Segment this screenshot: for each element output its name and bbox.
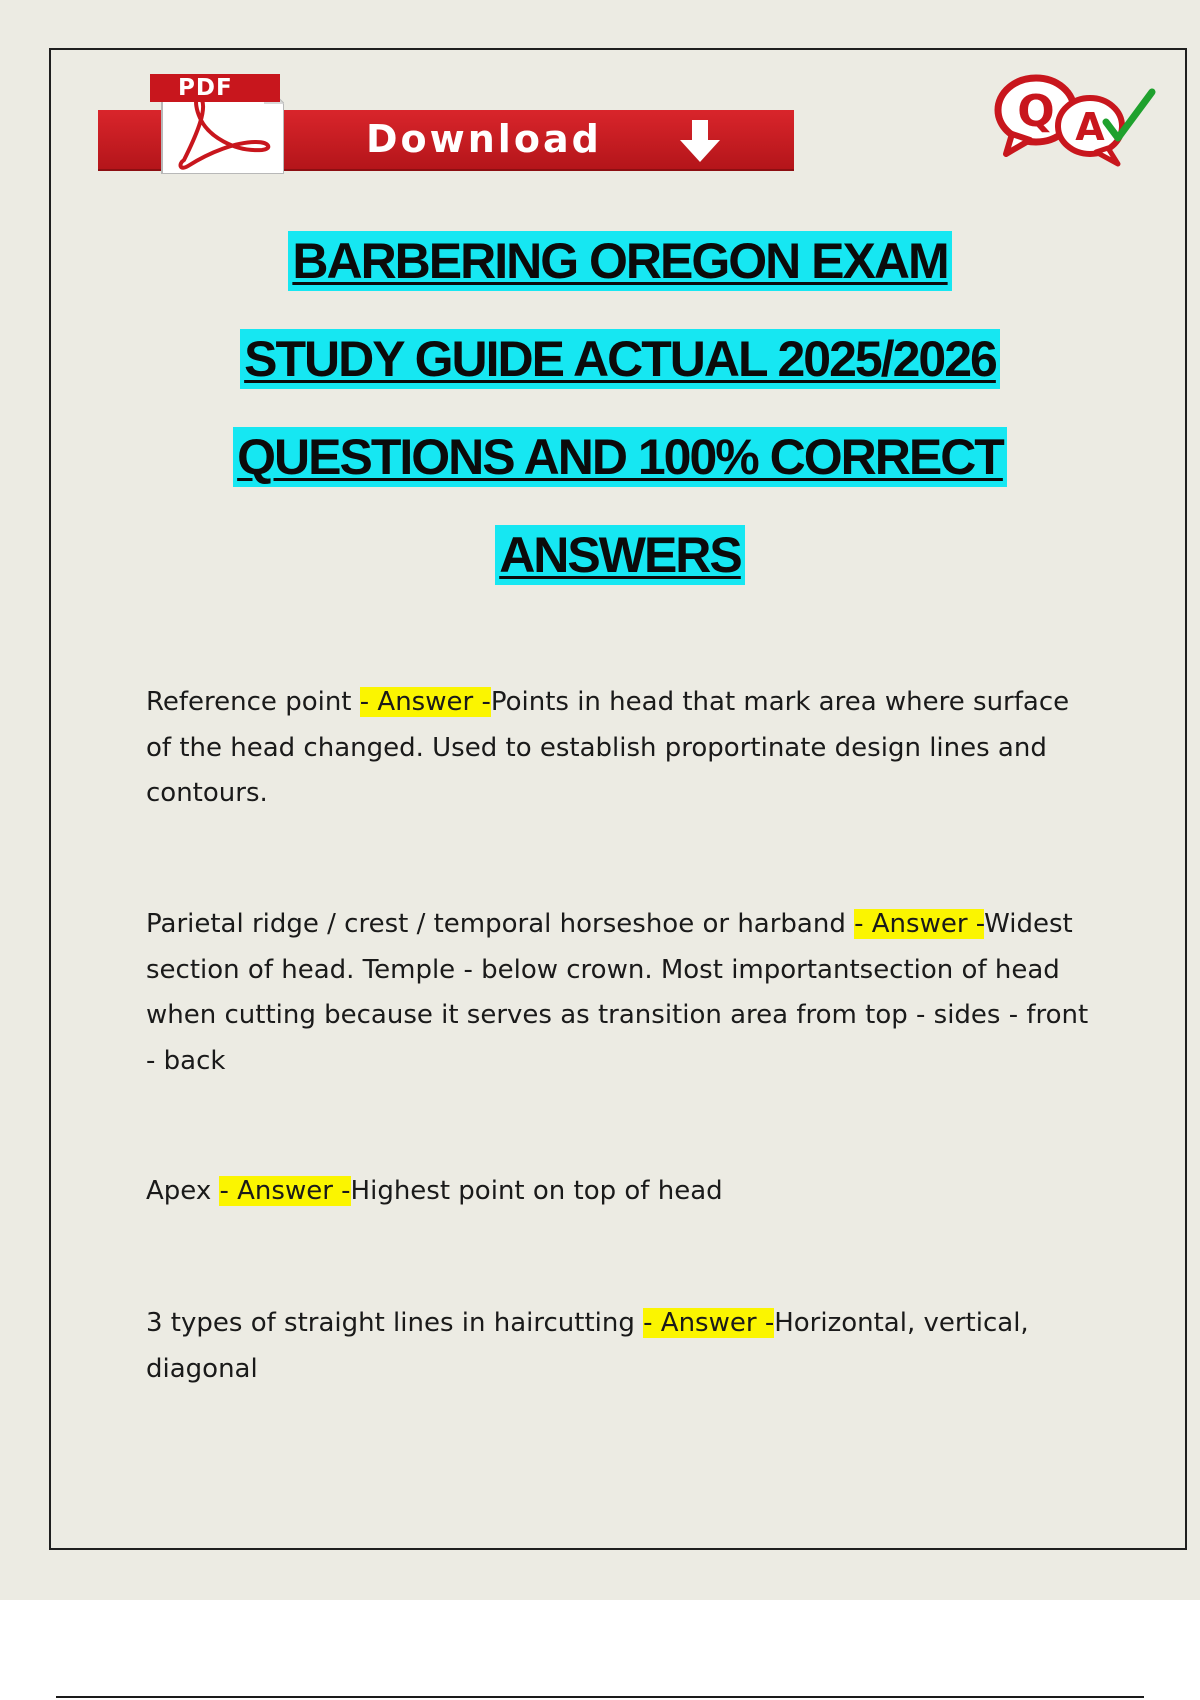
acrobat-icon	[144, 70, 284, 174]
entry-term: 3 types of straight lines in haircutting	[146, 1308, 644, 1338]
entry-answer: Widest section of head. Temple - below crown. Most importantsection of head when cutting because it serves as transition area from top - sides - front - back	[146, 909, 1089, 1076]
bottom-divider	[56, 1696, 1144, 1698]
logo-q-letter: Q	[1017, 86, 1055, 137]
document-title	[100, 212, 1140, 604]
title-line-4: ANSWERS	[495, 525, 745, 585]
title-line-2: STUDY GUIDE ACTUAL 2025/2026	[240, 329, 1000, 389]
pdf-download-banner[interactable]	[98, 70, 794, 170]
entry-answer: Horizontal, vertical, diagonal	[146, 1308, 1029, 1384]
title-line-1: BARBERING OREGON EXAM	[288, 231, 951, 291]
entry-answer: Points in head that mark area where surface of the head changed. Used to establish proportinate design lines and contours.	[146, 687, 1070, 808]
entry-term: Reference point	[146, 687, 360, 717]
qa-logo	[990, 68, 1160, 168]
answer-marker: - Answer -	[219, 1176, 351, 1206]
entry-term: Apex	[146, 1176, 220, 1206]
qa-entry	[146, 680, 1096, 817]
download-label[interactable]: Download	[366, 117, 602, 161]
qa-entry	[146, 1169, 723, 1215]
title-line-3: QUESTIONS AND 100% CORRECT	[233, 427, 1007, 487]
logo-a-letter: A	[1075, 105, 1105, 149]
answer-marker: - Answer -	[643, 1308, 775, 1338]
entry-term: Parietal ridge / crest / temporal horseshoe or harband	[146, 909, 855, 939]
qa-entry	[146, 902, 1096, 1084]
qa-entry	[146, 1301, 1096, 1392]
entry-answer: Highest point on top of head	[350, 1176, 723, 1206]
answer-marker: - Answer -	[854, 909, 985, 939]
answer-marker: - Answer -	[359, 687, 491, 717]
pdf-label: PDF	[150, 74, 280, 102]
down-arrow-icon[interactable]	[678, 118, 722, 164]
